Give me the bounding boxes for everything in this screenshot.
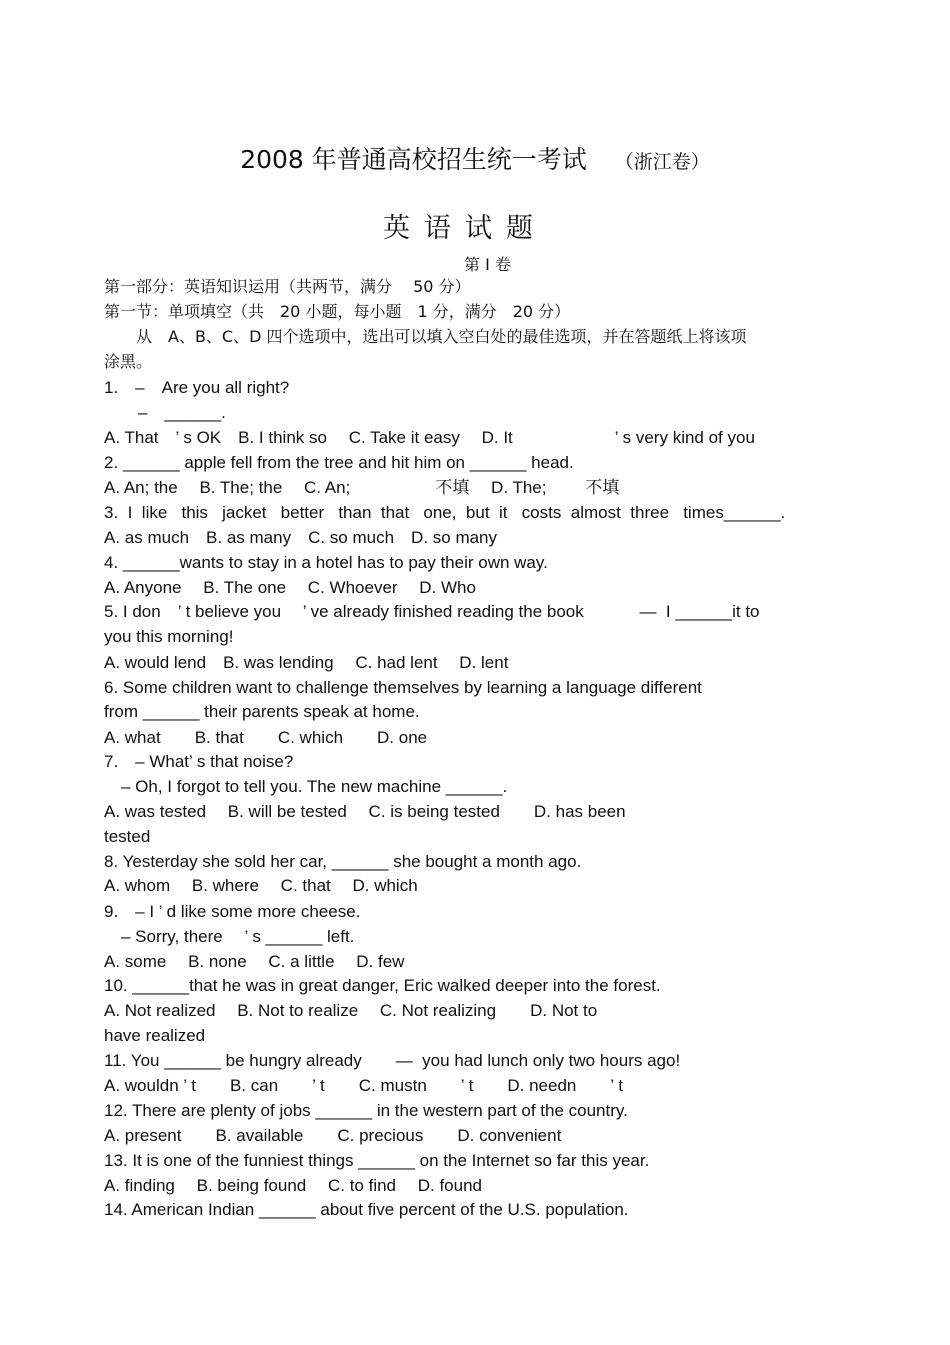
question-1-options: A. That ’ s OK B. I think so C. Take it easy D. It ’ s very kind of you	[104, 428, 755, 447]
exam-title-main: 2008 年普通高校招生统一考试	[240, 145, 587, 174]
question-14: 14. American Indian ______ about five percent of the U.S. population.	[104, 1200, 629, 1219]
question-13: 13. It is one of the funniest things ______ on the Internet so far this year.	[104, 1151, 650, 1170]
question-7-options: A. was tested B. will be tested C. is being tested D. has been	[104, 802, 626, 821]
question-13-options: A. finding B. being found C. to find D. found	[104, 1176, 482, 1195]
question-6-continued: from ______ their parents speak at home.	[104, 702, 420, 721]
question-12: 12. There are plenty of jobs ______ in the western part of the country.	[104, 1101, 628, 1120]
question-2: 2. ______ apple fell from the tree and hit him on ______ head.	[104, 453, 574, 472]
question-7-reply: – Oh, I forgot to tell you. The new machine ______.	[104, 777, 508, 796]
question-1-reply: – ______.	[104, 403, 226, 422]
question-8-options: A. whom B. where C. that D. which	[104, 876, 418, 895]
instructions-line-2: 涂黑。	[104, 352, 153, 371]
question-7-options-continued: tested	[104, 827, 151, 846]
question-10-options: A. Not realized B. Not to realize C. Not realizing D. Not to	[104, 1001, 598, 1020]
subject-heading: 英语试题	[383, 213, 547, 244]
question-10: 10. ______that he was in great danger, Eric walked deeper into the forest.	[104, 976, 661, 995]
question-5: 5. I don ’ t believe you ’ ve already finished reading the book — I ______it to	[104, 602, 760, 621]
question-2-options: A. An; the B. The; the C. An; 不填 D. The; 不填	[104, 478, 620, 497]
question-8: 8. Yesterday she sold her car, ______ she bought a month ago.	[104, 852, 582, 871]
question-3-options: A. as much B. as many C. so much D. so many	[104, 528, 498, 547]
question-11: 11. You ______ be hungry already — you had lunch only two hours ago!	[104, 1051, 681, 1070]
volume-heading: 第 I 卷	[464, 255, 511, 274]
question-3: 3. I like this jacket better than that one, but it costs almost three times______.	[104, 503, 786, 522]
question-4-options: A. Anyone B. The one C. Whoever D. Who	[104, 578, 476, 597]
subsection-heading: 第一节：单项填空（共 20 小题，每小题 1 分，满分 20 分）	[104, 302, 571, 321]
exam-title	[0, 140, 950, 176]
question-5-continued: you this morning!	[104, 627, 234, 646]
question-9-options: A. some B. none C. a little D. few	[104, 952, 405, 971]
instructions-line-1: 从 A、B、C、D 四个选项中，选出可以填入空白处的最佳选项，并在答题纸上将该项	[104, 327, 747, 346]
question-10-options-continued: have realized	[104, 1026, 206, 1045]
question-6: 6. Some children want to challenge themselves by learning a language different	[104, 678, 702, 697]
question-4: 4. ______wants to stay in a hotel has to pay their own way.	[104, 553, 548, 572]
question-9: 9. – I ’ d like some more cheese.	[104, 902, 361, 921]
section-heading: 第一部分：英语知识运用（共两节，满分 50 分）	[104, 277, 471, 296]
question-9-reply: – Sorry, there ’ s ______ left.	[104, 927, 355, 946]
question-12-options: A. present B. available C. precious D. convenient	[104, 1126, 562, 1145]
question-7: 7. – What’ s that noise?	[104, 752, 294, 771]
question-6-options: A. what B. that C. which D. one	[104, 728, 428, 747]
question-5-options: A. would lend B. was lending C. had lent D. lent	[104, 653, 509, 672]
question-11-options: A. wouldn ’ t B. can ’ t C. mustn ’ t D. needn ’ t	[104, 1076, 623, 1095]
question-1: 1. – Are you all right?	[104, 378, 290, 397]
exam-title-province: （浙江卷）	[614, 151, 710, 173]
